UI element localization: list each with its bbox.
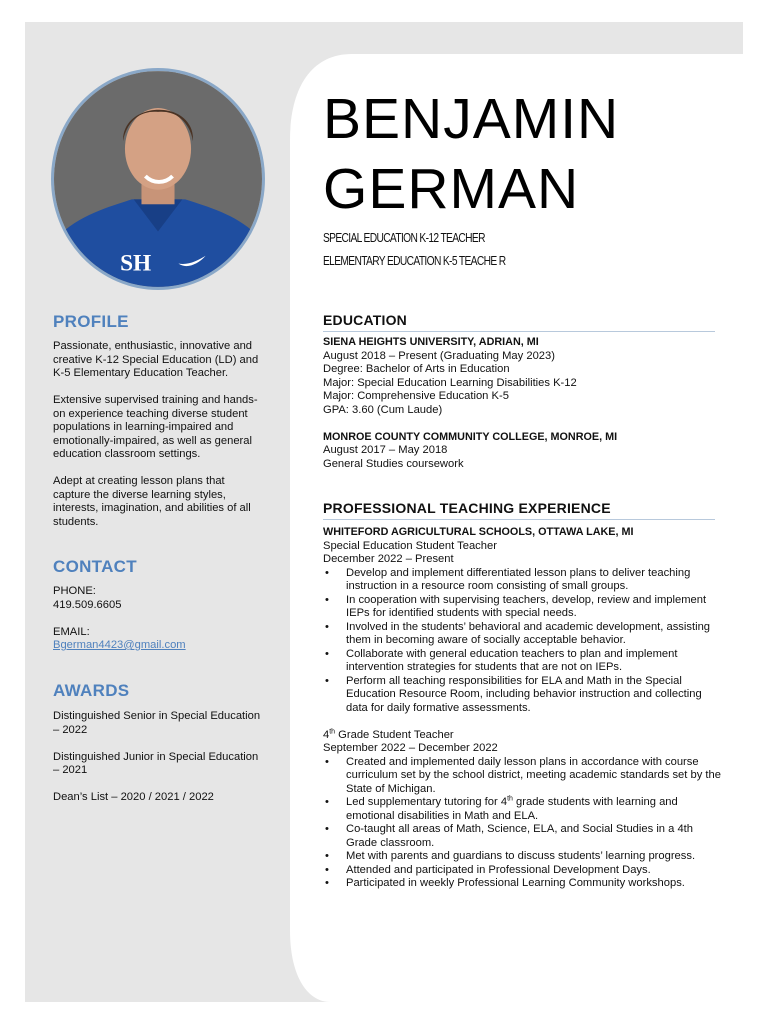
bullet-item: • Co-taught all areas of Math, Science, ELA, and Social Studies in a 4th Grade classroom. bbox=[323, 823, 723, 850]
experience-section bbox=[323, 526, 723, 891]
school-detail: Degree: Bachelor of Arts in Education bbox=[323, 363, 510, 375]
profile-heading: PROFILE bbox=[53, 312, 129, 331]
contact-section bbox=[53, 585, 265, 653]
bullet-item: • Met with parents and guardians to discuss students’ learning progress. bbox=[323, 850, 723, 864]
profile-paragraph: Passionate, enthusiastic, innovative and creative K-12 Special Education (LD) and K-5 Elementary Education Teacher. bbox=[53, 340, 259, 379]
school-name: SIENA HEIGHTS UNIVERSITY, ADRIAN, MI bbox=[323, 336, 539, 348]
school-detail: GPA: 3.60 (Cum Laude) bbox=[323, 403, 443, 416]
bullet-item: • Participated in weekly Professional Learning Community workshops. bbox=[323, 877, 723, 891]
school-detail: Major: Special Education Learning Disabilities K-12 bbox=[323, 376, 577, 389]
first-name: BENJAMIN bbox=[323, 87, 620, 151]
school-detail: General Studies coursework bbox=[323, 457, 464, 470]
role-dates: December 2022 – Present bbox=[323, 553, 454, 565]
bullet-item: • In cooperation with supervising teachers, develop, review and implement IEPs for identified students with special needs. bbox=[323, 594, 723, 621]
profile-paragraph: Extensive supervised training and hands-on experience teaching diverse student populations in learning-impaired and emotionally-impaired, as well as general education classroom settings. bbox=[53, 394, 258, 460]
bullet-item: • Collaborate with general education teachers to plan and implement intervention strategies for students that are not on IEPs. bbox=[323, 648, 723, 675]
bullet-item: • Created and implemented daily lesson plans in accordance with course curriculum set by the school district, meeting academic standards set by the State of Michigan. bbox=[323, 756, 723, 797]
subtitle-1: SPECIAL EDUCATION K-12 TEACHER bbox=[323, 231, 485, 245]
bullet-item: • Attended and participated in Professional Development Days. bbox=[323, 864, 723, 878]
school-detail: August 2018 – Present (Graduating May 2023) bbox=[323, 349, 555, 362]
phone-number: 419.509.6605 bbox=[53, 598, 122, 611]
phone-label: PHONE: bbox=[53, 585, 96, 597]
bullet-item: • Involved in the students’ behavioral and academic development, assisting them in becoming aware of socially acceptable behavior. bbox=[323, 621, 723, 648]
bullet-item: • Develop and implement differentiated lesson plans to deliver teaching instruction in a resource room consisting of small groups. bbox=[323, 567, 723, 594]
awards-heading: AWARDS bbox=[53, 681, 130, 700]
role-dates: September 2022 – December 2022 bbox=[323, 742, 498, 754]
email-link[interactable]: Bgerman4423@gmail.com bbox=[53, 639, 186, 651]
email-label: EMAIL: bbox=[53, 625, 90, 638]
candidate-name bbox=[323, 84, 619, 224]
profile-photo bbox=[51, 68, 265, 290]
award-item: Distinguished Junior in Special Education – 2021 bbox=[53, 750, 259, 776]
bullet-item: • Led supplementary tutoring for 4th grade students with learning and emotional disabilities in Math and ELA. bbox=[323, 796, 723, 823]
person-photo-icon bbox=[54, 71, 262, 287]
employer-name: WHITEFORD AGRICULTURAL SCHOOLS, OTTAWA LAKE, MI bbox=[323, 526, 634, 538]
bullet-item: • Perform all teaching responsibilities for ELA and Math in the Special Education Resource Room, including behavior instruction and collecting data for daily formative assessments. bbox=[323, 675, 723, 716]
school-detail: August 2017 – May 2018 bbox=[323, 444, 448, 456]
education-section bbox=[323, 336, 723, 471]
role-title: Special Education Student Teacher bbox=[323, 539, 497, 552]
role-bullets bbox=[323, 756, 723, 891]
contact-heading: CONTACT bbox=[53, 557, 137, 576]
subtitle-2: ELEMENTARY EDUCATION K-5 TEACHE R bbox=[323, 254, 506, 268]
education-heading: EDUCATION bbox=[323, 312, 715, 332]
experience-heading: PROFESSIONAL TEACHING EXPERIENCE bbox=[323, 500, 715, 520]
profile-section bbox=[53, 340, 265, 529]
school-name: MONROE COUNTY COMMUNITY COLLEGE, MONROE, MI bbox=[323, 430, 618, 443]
role-title: 4th Grade Student Teacher bbox=[323, 727, 454, 741]
awards-section bbox=[53, 710, 265, 805]
last-name: GERMAN bbox=[323, 157, 580, 221]
profile-paragraph: Adept at creating lesson plans that capture the diverse learning styles, interests, imagination, and abilities of all students. bbox=[53, 475, 251, 528]
svg-text:SH: SH bbox=[120, 250, 152, 277]
award-item: Distinguished Senior in Special Education – 2022 bbox=[53, 710, 261, 736]
school-detail: Major: Comprehensive Education K-5 bbox=[323, 390, 509, 402]
role-bullets bbox=[323, 567, 723, 716]
award-item: Dean’s List – 2020 / 2021 / 2022 bbox=[53, 791, 214, 803]
